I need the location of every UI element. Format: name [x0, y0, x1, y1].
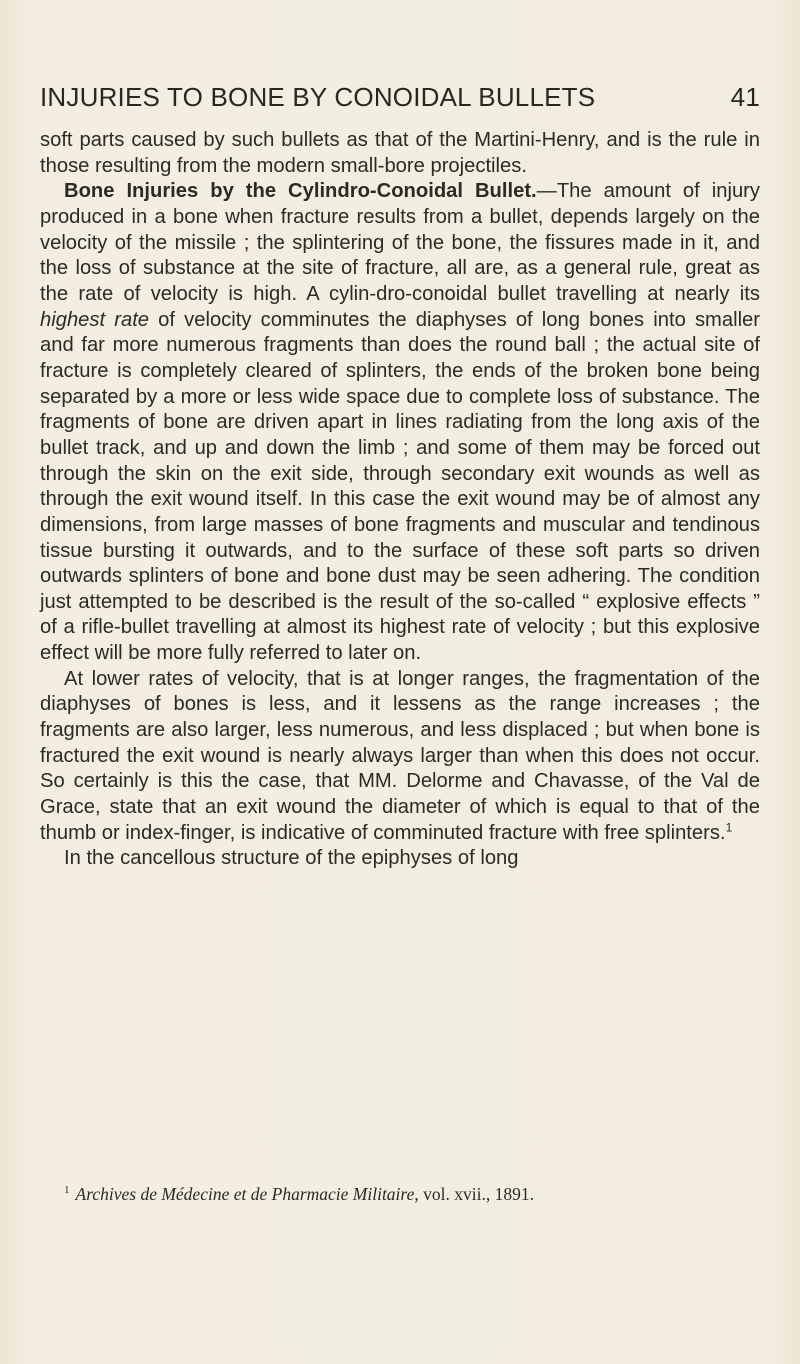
footnote-reference: 1 — [725, 819, 733, 834]
footnote-journal-title: Archives de Médecine et de Pharmacie Militaire — [75, 1184, 415, 1204]
paragraph-bone-injuries — [40, 179, 760, 666]
paragraph-text: of velocity comminutes the diaphyses of long bones into smaller and far more numerous fragments than does the round ball ; the actual site of fracture is completely cleared of splinters, the ends of the broken bone being separated by a more or less wide space due to complete loss of substance. The fragments of bone are driven apart in lines radiating from the long axis of the bullet track, and up and down the limb ; and some of them may be forced out through the skin on the exit side, through secondary exit wounds as well as through the exit wound itself. In this case the exit wound may be of almost any dimensions, from large masses of bone fragments and muscular and tendinous tissue bursting it outwards, and to the surface of these soft parts so driven outwards splinters of bone and bone dust may be seen adhering. The condition just attempted to be described is the result of the so-called “ explosive effects ” of a rifle-bullet travelling at almost its highest rate of velocity ; but this explosive effect will be more fully referred to later on. — [40, 308, 760, 665]
emphasis-text: highest rate — [40, 308, 150, 331]
paragraph-cancellous: In the cancellous structure of the epiphyses of long — [64, 847, 519, 870]
paragraph-text: At lower rates of velocity, that is at longer ranges, the fragmentation of the diaphyses of bones is less, and it lessens as the range increases ; the fragments are also larger, less numerous, and less displaced ; but when bone is fractured the exit wound is nearly always larger than when this does not occur. So certainly is this the case, that MM. Delorme and Chavasse, of the Val de Grace, state that an exit wound the diameter of which is equal to that of the thumb or index-finger, is indicative of comminuted fracture with free splinters. — [40, 667, 760, 844]
paragraph-continuation: soft parts caused by such bullets as that of the Martini-Henry, and is the rule in those resulting from the modern small-bore projectiles. — [40, 129, 760, 177]
running-header — [40, 82, 760, 118]
footnote — [64, 1183, 760, 1205]
page-number: 41 — [730, 82, 760, 112]
section-heading: Bone Injuries by the Cylindro-Conoidal Bullet. — [64, 180, 537, 203]
running-title: INJURIES TO BONE BY CONOIDAL BULLETS — [40, 82, 596, 112]
footnote-citation: , vol. xvii., 1891. — [414, 1184, 534, 1204]
main-text — [40, 128, 760, 872]
paragraph-lower-velocity — [40, 667, 760, 847]
footnote-mark: 1 — [64, 1184, 70, 1197]
paragraph-text: —The amount of injury produced in a bone when fracture results from a bullet, depends largely on the velocity of the missile ; the splintering of the bone, the fissures made in it, and the loss of substance at the site of fracture, all are, as a general rule, great as the rate of velocity is high. A cylin-dro-conoidal bullet travelling at nearly its — [40, 180, 760, 305]
